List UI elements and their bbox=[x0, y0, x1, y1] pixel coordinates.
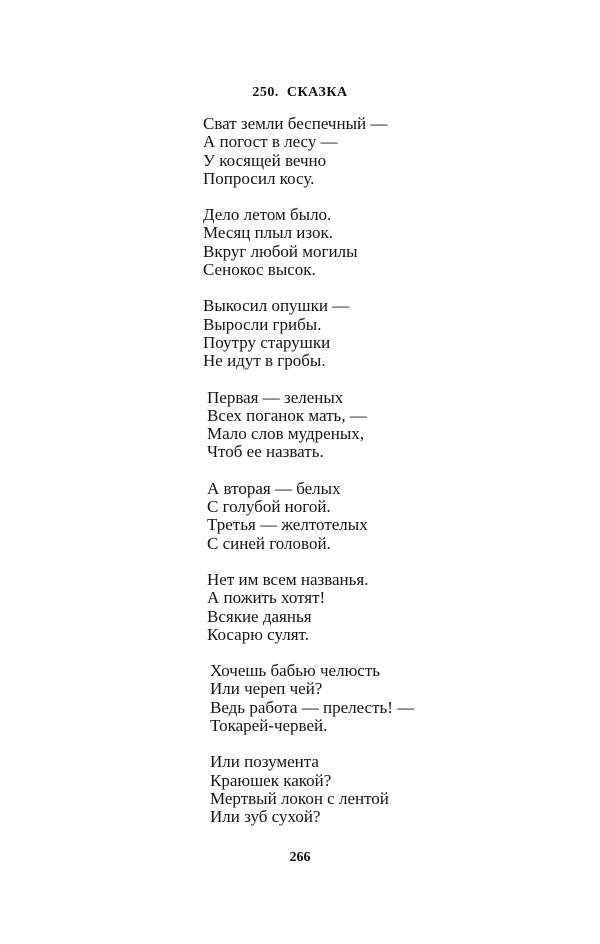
poem-line: Косарю сулят. bbox=[207, 624, 309, 644]
poem-line: Месяц плыл изок. bbox=[203, 223, 334, 243]
poem-body bbox=[203, 115, 563, 845]
poem-line: А погост в лесу — bbox=[203, 132, 338, 152]
poem-line: Ведь работа — прелесть! — bbox=[210, 697, 415, 717]
stanza bbox=[203, 206, 563, 279]
poem-line: Мертвый локон с лентой bbox=[210, 788, 389, 808]
poem-line: Поутру старушки bbox=[203, 332, 331, 352]
page-number: 266 bbox=[289, 850, 311, 865]
poem-line: Мало слов мудреных, bbox=[207, 424, 365, 444]
poem-line: Всякие даянья bbox=[207, 606, 312, 626]
poem-line: А вторая — белых bbox=[207, 478, 341, 498]
poem-line: А пожить хотят! bbox=[207, 588, 326, 608]
stanza bbox=[210, 753, 563, 826]
poem-line: С голубой ногой. bbox=[207, 497, 331, 517]
poem-line: У косящей вечно bbox=[203, 150, 327, 170]
poem-line: Сенокос высок. bbox=[203, 260, 316, 280]
stanza bbox=[203, 297, 563, 370]
stanza bbox=[203, 115, 563, 188]
poem-number: 250. bbox=[252, 85, 279, 100]
poem-line: Токарей-червей. bbox=[210, 716, 328, 736]
poem-line: Выросли грибы. bbox=[203, 314, 322, 334]
stanza bbox=[207, 571, 563, 644]
poem-line: Попросил косу. bbox=[203, 168, 315, 188]
poem-line: Выкосил опушки — bbox=[203, 296, 350, 316]
stanza bbox=[210, 662, 563, 735]
poem-line: Всех поганок мать, — bbox=[207, 405, 367, 425]
poem-line: Не идут в гробы. bbox=[203, 351, 326, 371]
poem-title-text: СКАЗКА bbox=[286, 85, 348, 100]
poem-line: Дело летом было. bbox=[203, 205, 332, 225]
poem-line: Чтоб ее назвать. bbox=[207, 442, 324, 462]
poem-line: Или череп чей? bbox=[210, 679, 323, 699]
stanza bbox=[207, 389, 563, 462]
poem-line: Или позумента bbox=[210, 752, 319, 772]
poem-line: Или зуб сухой? bbox=[210, 807, 321, 827]
poem-line: Третья — желтотелых bbox=[207, 515, 368, 535]
poem-line: Сват земли беспечный — bbox=[203, 114, 388, 133]
poem-line: Первая — зеленых bbox=[207, 387, 344, 407]
poem-line: Хочешь бабью челюсть bbox=[210, 661, 381, 681]
poem-line: Нет им всем названья. bbox=[207, 569, 369, 589]
poem-line: Краюшек какой? bbox=[210, 770, 332, 790]
poem-title bbox=[0, 83, 600, 103]
poem-line: Вкруг любой могилы bbox=[203, 241, 358, 261]
stanza bbox=[207, 480, 563, 553]
poem-line: С синей головой. bbox=[207, 533, 331, 553]
